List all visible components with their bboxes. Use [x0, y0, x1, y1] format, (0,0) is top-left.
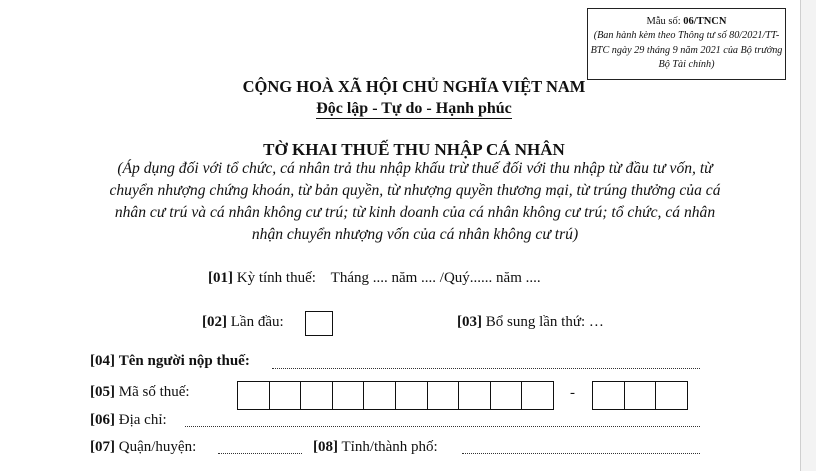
field-address: [06] Địa chỉ: — [90, 412, 167, 428]
form-issuance-note: (Ban hành kèm theo Thông tư số 80/2021/TT-BTC ngày 29 tháng 9 năm 2021 của Bộ trưởng Bộ Tài chính) — [590, 30, 783, 70]
province-line[interactable] — [462, 453, 700, 454]
taxpayer-name-line[interactable] — [272, 368, 700, 369]
tax-code-cell[interactable] — [521, 381, 554, 410]
first-time-checkbox[interactable] — [305, 311, 333, 336]
tax-code-cell[interactable] — [332, 381, 365, 410]
form-code-box — [587, 8, 786, 80]
field-first-time: [02] Lần đầu: — [202, 314, 284, 330]
field-tax-code: [05] Mã số thuế: — [90, 384, 190, 400]
republic-heading: CỘNG HOÀ XÃ HỘI CHỦ NGHĨA VIỆT NAM — [242, 77, 586, 96]
address-line[interactable] — [185, 426, 700, 427]
field-province: [08] Tỉnh/thành phố: — [313, 439, 438, 455]
tax-code-suffix-cell[interactable] — [655, 381, 688, 410]
field-district: [07] Quận/huyện: — [90, 439, 197, 455]
tax-code-suffix-cells[interactable] — [593, 381, 688, 410]
tax-period-value[interactable]: Tháng .... năm .... /Quý...... năm .... — [330, 270, 541, 286]
tax-code-dash: - — [570, 385, 575, 401]
tax-code-suffix-cell[interactable] — [624, 381, 657, 410]
tax-code-cell[interactable] — [458, 381, 491, 410]
tax-code-cell[interactable] — [300, 381, 333, 410]
tax-code-cell[interactable] — [363, 381, 396, 410]
motto-heading: Độc lập - Tự do - Hạnh phúc — [316, 100, 512, 117]
tax-code-cell[interactable] — [490, 381, 523, 410]
form-scope-note: (Áp dụng đối với tổ chức, cá nhân trả thu nhập khấu trừ thuế đối với thu nhập từ đầu tư vốn, từ chuyển nhượng chứng khoán, từ bản quyền, từ nhượng quyền thương mại, từ trúng thưởng của cá nhân cư trú và cá nhân không cư trú; từ kinh doanh của cá nhân không cư trú; tổ chức, cá nhân nhận chuyển nhượng vốn của cá nhân không cư trú) — [109, 160, 721, 243]
tax-code-cell[interactable] — [237, 381, 270, 410]
field-tax-period: [01] Kỳ tính thuế: Tháng .... năm .... /Quý...... năm .... — [208, 270, 541, 286]
viewer-gutter — [801, 0, 816, 471]
district-line[interactable] — [218, 453, 302, 454]
tax-code-cell[interactable] — [395, 381, 428, 410]
form-title: TỜ KHAI THUẾ THU NHẬP CÁ NHÂN — [263, 140, 565, 159]
tax-code-cell[interactable] — [269, 381, 302, 410]
field-taxpayer-name: [04] Tên người nộp thuế: — [90, 353, 250, 369]
tax-code-suffix-cell[interactable] — [592, 381, 625, 410]
field-supplement-number: [03] Bổ sung lần thứ: … — [457, 314, 604, 330]
tax-code-cells[interactable] — [238, 381, 554, 410]
tax-code-cell[interactable] — [427, 381, 460, 410]
form-code: Mẫu số: 06/TNCN — [646, 16, 727, 27]
